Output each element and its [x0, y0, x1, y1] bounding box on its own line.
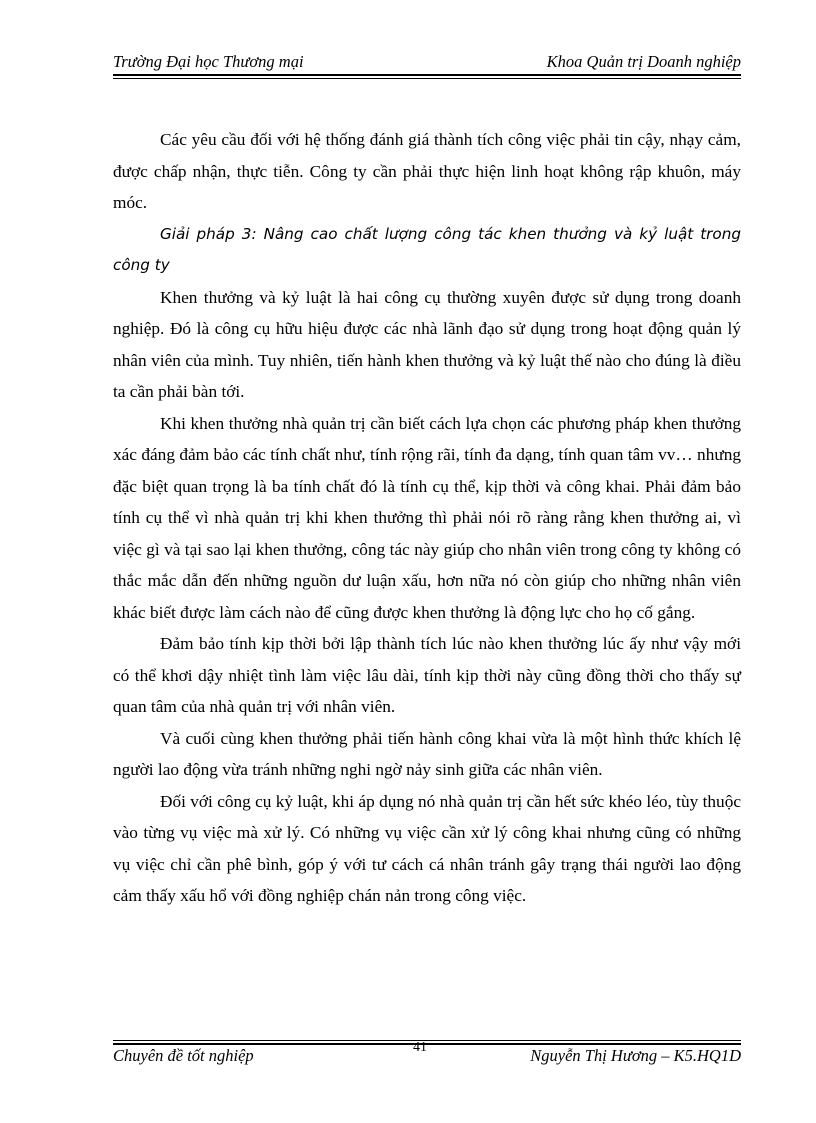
footer-document-type: Chuyên đề tốt nghiệp — [113, 1046, 254, 1065]
paragraph-1: Các yêu cầu đối với hệ thống đánh giá thành tích công việc phải tin cậy, nhạy cảm, được chấp nhận, thực tiễn. Công ty cần phải thực hiện linh hoạt không rập khuôn, máy móc. — [113, 130, 741, 212]
paragraph-6: Đối với công cụ kỷ luật, khi áp dụng nó nhà quản trị cần hết sức khéo léo, tùy thuộc vào từng vụ việc mà xử lý. Có những vụ việc cần xử lý công khai nhưng cũng có những vụ việc chỉ cần phê bình, góp ý với tư cách cá nhân tránh gây trạng thái người lao động cảm thấy xấu hổ với đồng nghiệp chán nản trong công việc. — [113, 791, 741, 905]
page-number: 41 — [413, 1040, 427, 1055]
document-body — [113, 124, 741, 912]
footer-rule-thin — [113, 1040, 741, 1041]
section-heading-solution-3: Giải pháp 3: Nâng cao chất lượng công tác khen thưởng và kỷ luật trong công ty — [113, 224, 741, 274]
header-rule-thick — [113, 74, 741, 76]
paragraph-5: Và cuối cùng khen thưởng phải tiến hành công khai vừa là một hình thức khích lệ người lao động vừa tránh những nghi ngờ nảy sinh giữa các nhân viên. — [113, 728, 741, 779]
paragraph-3: Khi khen thưởng nhà quản trị cần biết cách lựa chọn các phương pháp khen thưởng xác đáng đảm bảo các tính chất như, tính rộng rãi, tính đa dạng, tính quan tâm vv… nhưng đặc biệt quan trọng là ba tính chất đó là tính cụ thể, kịp thời và công khai. Phải đảm bảo tính cụ thể vì nhà quản trị khi khen thưởng thì phải nói rõ ràng rằng khen thưởng ai, vì việc gì và tại sao lại khen thưởng, công tác này giúp cho nhân viên trong công ty không có thắc mắc dẫn đến những nguồn dư luận xấu, hơn nữa nó còn giúp cho những nhân viên khác biết được làm cách nào để cũng được khen thưởng là động lực cho họ cố gắng. — [113, 413, 741, 622]
paragraph-4: Đảm bảo tính kịp thời bởi lập thành tích lúc nào khen thưởng lúc ấy như vậy mới có thể khơi dậy nhiệt tình làm việc lâu dài, tính kịp thời này cũng đồng thời cho thấy sự quan tâm của nhà quản trị với nhân viên. — [113, 634, 741, 716]
paragraph-2: Khen thưởng và kỷ luật là hai công cụ thường xuyên được sử dụng trong doanh nghiệp. Đó là công cụ hữu hiệu được các nhà lãnh đạo sử dụng trong hoạt động quản lý nhân viên của mình. Tuy nhiên, tiến hành khen thưởng và kỷ luật thế nào cho đúng là điều ta cần phải bàn tới. — [113, 287, 741, 401]
header-faculty-name: Khoa Quản trị Doanh nghiệp — [546, 52, 741, 71]
page-header — [113, 48, 741, 78]
header-rule-thin — [113, 78, 741, 79]
footer-author: Nguyễn Thị Hương – K5.HQ1D — [530, 1046, 741, 1065]
page-footer — [113, 1040, 741, 1080]
header-school-name: Trường Đại học Thương mại — [113, 52, 304, 71]
footer-rule-thick — [113, 1043, 741, 1045]
